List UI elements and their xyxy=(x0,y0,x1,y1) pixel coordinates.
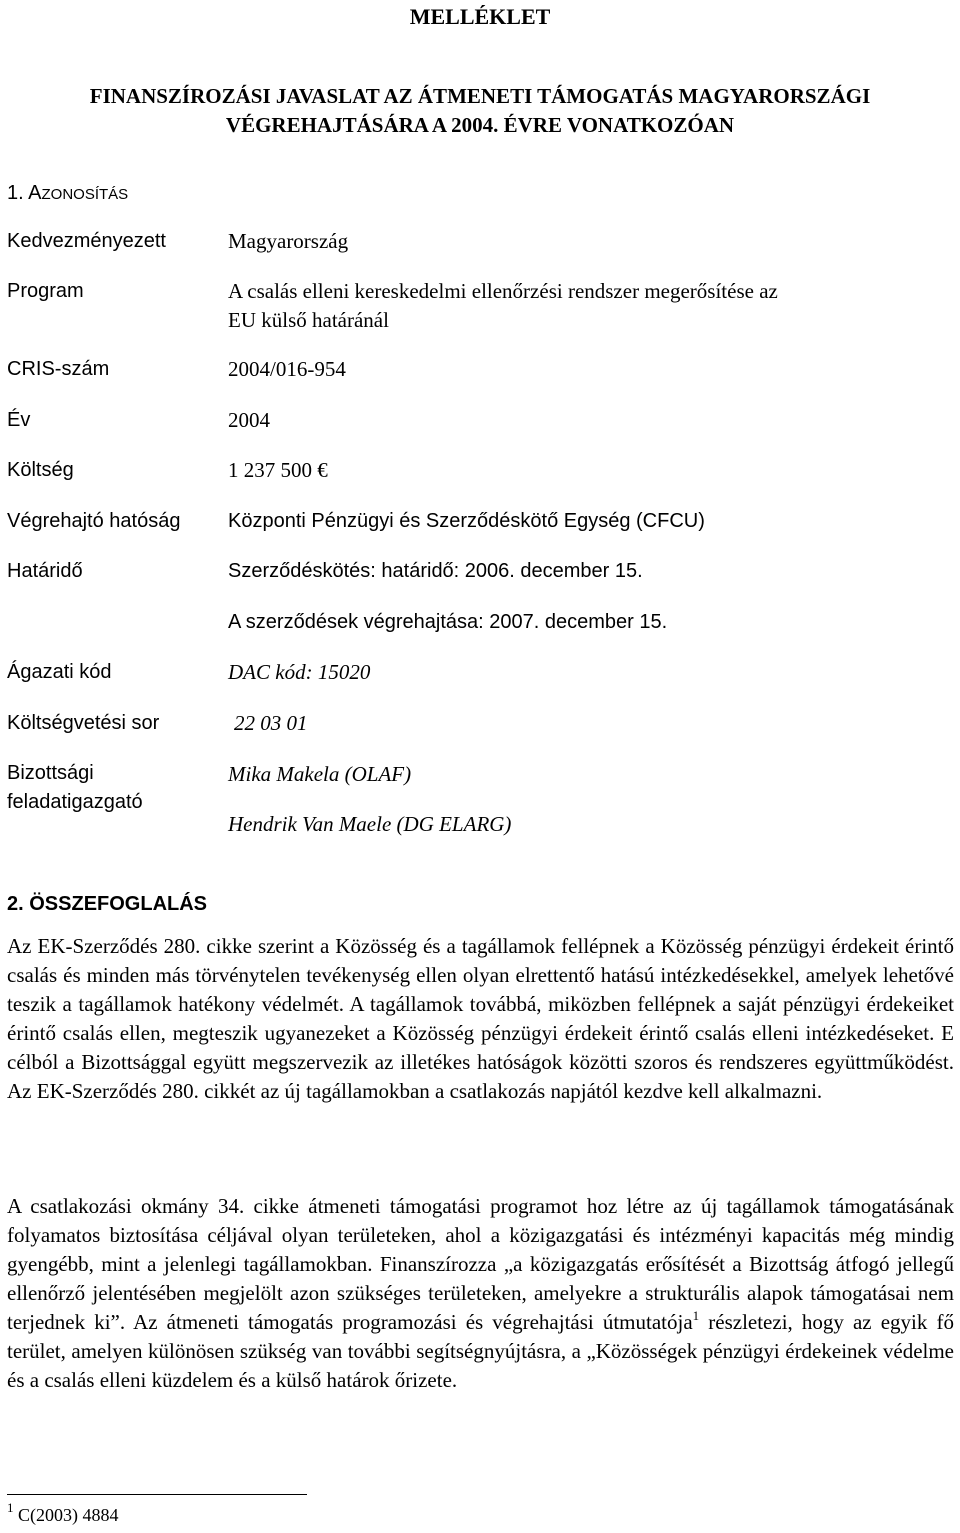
footnote-separator xyxy=(7,1494,307,1495)
footnote-reference[interactable]: 1 xyxy=(692,1308,700,1323)
beneficiary-value: Magyarország xyxy=(228,229,349,253)
cris-label: CRIS-szám xyxy=(7,358,110,380)
deadline-value-line2: A szerződések végrehajtása: 2007. december 15. xyxy=(228,611,668,633)
cost-value: 1 237 500 € xyxy=(228,458,328,482)
budget-line-label: Költségvetési sor xyxy=(7,712,160,734)
section1-heading-initial: A xyxy=(28,182,42,204)
authority-value: Központi Pénzügyi és Szerződéskötő Egység (CFCU) xyxy=(228,510,705,532)
director-label-line1: Bizottsági xyxy=(7,762,94,784)
director-value-line2: Hendrik Van Maele (DG ELARG) xyxy=(228,812,512,836)
summary-paragraph-2-part1: A csatlakozási okmány 34. cikke átmeneti támogatási programot hoz létre az új tagállamok támogatásának folyamatos biztosítása céljával olyan területeken, ahol a közigazgatási és intézményi kapacitás még mindig gyengébb, mint a jelenlegi tagállamokban. Finanszírozza „a közigazgatás erősítését a Bizottság átfogó jellegű ellenőrző jelentésében megjelölt azon szükséges területeken, amelyekre a strukturális alapok támogatásai nem terjednek ki”. Az átmeneti támogatás programozási és végrehajtási útmutatója xyxy=(7,1194,954,1334)
summary-paragraph-2 xyxy=(7,1192,954,1395)
summary-paragraph-1: Az EK-Szerződés 280. cikke szerint a Közösség és a tagállamok fellépnek a Közösség pénzügyi érdekeit érintő csalás és minden más törvénytelen tevékenység ellen olyan elrettentő hatású intézkedésekkel, amelyek lehetővé teszik a tagállamok hatékony védelmét. A tagállamok továbbá, miközben fellépnek a saját pénzügyi érdekeiket érintő csalás ellen, megteszik ugyanezeket a Közösség pénzügyi érdekeit érintő csalás elleni intézkedéseket. E célból a Bizottsággal együtt megszervezik az illetékes hatóságok közötti szoros és rendszeres együttműködést. Az EK-Szerződés 280. cikkét az új tagállamokban a csatlakozás napjától kezdve kell alkalmazni. xyxy=(7,934,954,1103)
director-value-line1: Mika Makela (OLAF) xyxy=(228,762,412,786)
section1-heading-rest: ZONOSÍTÁS xyxy=(41,186,129,203)
programme-label: Program xyxy=(7,280,84,302)
proposal-title-line2: VÉGREHAJTÁSÁRA A 2004. ÉVRE VONATKOZÓAN xyxy=(225,113,735,137)
year-value: 2004 xyxy=(228,408,270,432)
deadline-label: Határidő xyxy=(7,560,83,582)
section1-heading xyxy=(7,182,128,205)
sector-code-value: DAC kód: 15020 xyxy=(228,660,371,684)
budget-line-value: 22 03 01 xyxy=(234,711,308,735)
proposal-title-line1: FINANSZÍROZÁSI JAVASLAT AZ ÁTMENETI TÁMOGATÁS MAGYARORSZÁGI xyxy=(89,84,871,108)
section2-heading: 2. ÖSSZEFOGLALÁS xyxy=(7,893,208,915)
year-label: Év xyxy=(7,409,31,431)
beneficiary-label: Kedvezményezett xyxy=(7,230,166,252)
sector-code-label: Ágazati kód xyxy=(7,661,112,683)
programme-value-line1: A csalás elleni kereskedelmi ellenőrzési rendszer megerősítése az xyxy=(228,279,778,303)
footnote-number: 1 xyxy=(7,1500,14,1515)
section1-number: 1. xyxy=(7,182,24,204)
annex-title: MELLÉKLET xyxy=(409,4,551,29)
summary-paragraph-2-part2: részletezi, hogy az egyik fő terület, amelyen különösen szükség van további segítségnyújtásra, a „Közösségek pénzügyi érdekeinek védelme és a csalás elleni küzdelem és a külső határok őrizete. xyxy=(7,1310,954,1392)
programme-value-line2: EU külső határánál xyxy=(228,308,389,332)
deadline-value-line1: Szerződéskötés: határidő: 2006. december 15. xyxy=(228,560,643,582)
director-label-line2: feladatigazgató xyxy=(7,791,143,813)
footnote-text: C(2003) 4884 xyxy=(13,1505,119,1525)
authority-label: Végrehajtó hatóság xyxy=(7,510,181,532)
footnote xyxy=(7,1500,119,1526)
cris-value: 2004/016-954 xyxy=(228,357,346,381)
cost-label: Költség xyxy=(7,459,74,481)
